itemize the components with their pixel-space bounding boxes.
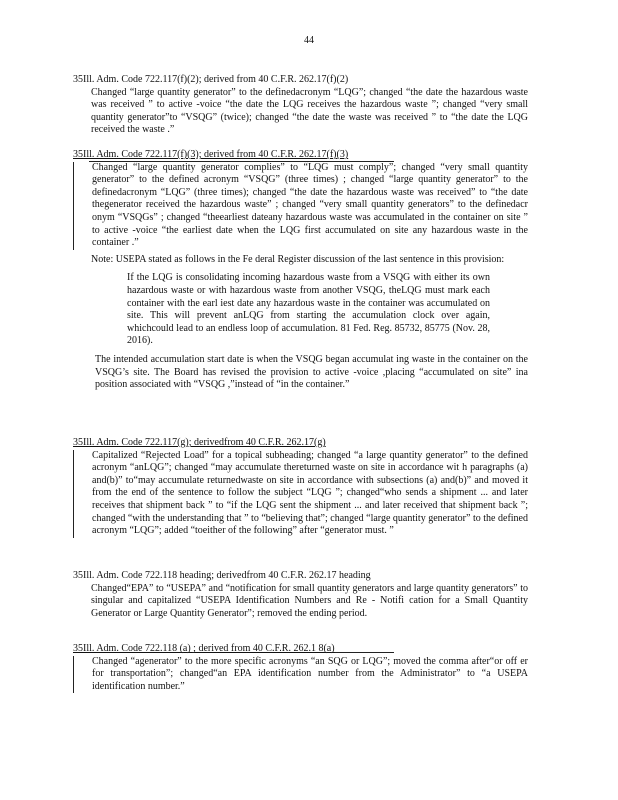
entry-quote: If the LQG is consolidating incoming hazardous waste from a VSQG with either its own hazardous waste or with hazardous waste from another VSQG, theLQG must mark each container with the earl iest date any hazardous waste in the container was accumulated on site. This will prevent anLQG from starting the accumulation clock over again, whichcould lead to an endless loop of accumulation. 81 Fed. Reg. 85732, 85775 (Nov. 28, 2016). [127,272,490,347]
entry-heading: 35Ill. Adm. Code 722.118 (a) ; derived from 40 C.F.R. 262.1 8(a) [73,643,335,654]
entry-heading: 35Ill. Adm. Code 722.118 heading; derivedfrom 40 C.F.R. 262.17 heading [73,570,371,581]
entry-722-117-f-2 [73,74,528,137]
entry-722-117-g [73,437,528,538]
entry-closing: The intended accumulation start date is when the VSQG began accumulat ing waste in the container on the VSQG’s site. The Board has revised the provision to active -voice ,placing “accumulated on site” ina position associated with “VSQG ,”instead of “in the container.” [95,353,528,391]
entry-body: Capitalized “Rejected Load” for a topical subheading; changed “a large quantity generator” to the defined acronym “anLQG”; changed “may accumulate thereturned waste on site in accordance wit h paragraphs (a) and(b)” to“may accumulate returnedwaste on site in accordance with subsections (a) and(b)” and moved it from the end of the sentence to follow the subject “LQG ”; changed“who sends a shipment ... and later receives that shipment back ” to “if the LQG sent the shipment ... and later received that shipment back ”; changed “with the understanding that ” to “believing that”; changed “large quantity generator” to the defined acronym “LQG”; added “toeither of the following” after “generator must. ” [73,450,528,538]
entry-heading: 35Ill. Adm. Code 722.117(f)(3); derived from 40 C.F.R. 262.17(f)(3) [73,149,349,160]
entry-heading: 35Ill. Adm. Code 722.117(g); derivedfrom 40 C.F.R. 262.17(g) [73,437,326,448]
entry-body: Changed “large quantity generator” to the definedacronym “LQG”; changed “the date the hazardous waste was received ” to active -voice “the date the LQG receives the hazardous waste ”; changed “very small quantity generator”to “VSQG” (twice); changed “the date the waste was received ” to “the date the LQG received the waste .” [91,86,528,136]
entry-722-118-a [73,643,528,693]
entry-body: Changed “agenerator” to the more specific acronyms “an SQG or LQG”; moved the comma after“or off er for transportation”; changed“an EPA identification number from the Administrator” to “a USEPA identification number.” [73,656,528,694]
entry-body: Changed “large quantity generator complies” to “LQG must comply”; changed “very small quantity generator” to the defined acronym “VSQG” (three times) ; changed “large quantity generator” to the definedacronym “LQG” (three times); changed “the date the hazardous waste was received” to “the date thegenerator received the hazardous waste” ; changed “very small quantity generators” to the definedacr onym “VSQGs” ; changed “theearliest dateany hazardous waste was accumulated in the container on site ” to active -voice “the earliest date when the LQG first accumulated on site any hazardous waste in the container .” [73,162,528,250]
entry-note: Note: USEPA stated as follows in the Fe deral Register discussion of the last sentence in this provision: [91,253,505,265]
page-number: 44 [304,35,314,46]
entry-heading: 35Ill. Adm. Code 722.117(f)(2); derived from 40 C.F.R. 262.17(f)(2) [73,74,349,85]
entry-722-117-f-3 [73,149,528,392]
entry-body: Changed“EPA” to “USEPA” and “notification for small quantity generators and large quantity generators” to singular and capitalized “USEPA Identification Numbers and Re - Notifi cation for a Small Quantity Generator or Large Quantity Generator”; removed the ending period. [91,582,528,619]
entry-722-118-heading [73,570,528,620]
